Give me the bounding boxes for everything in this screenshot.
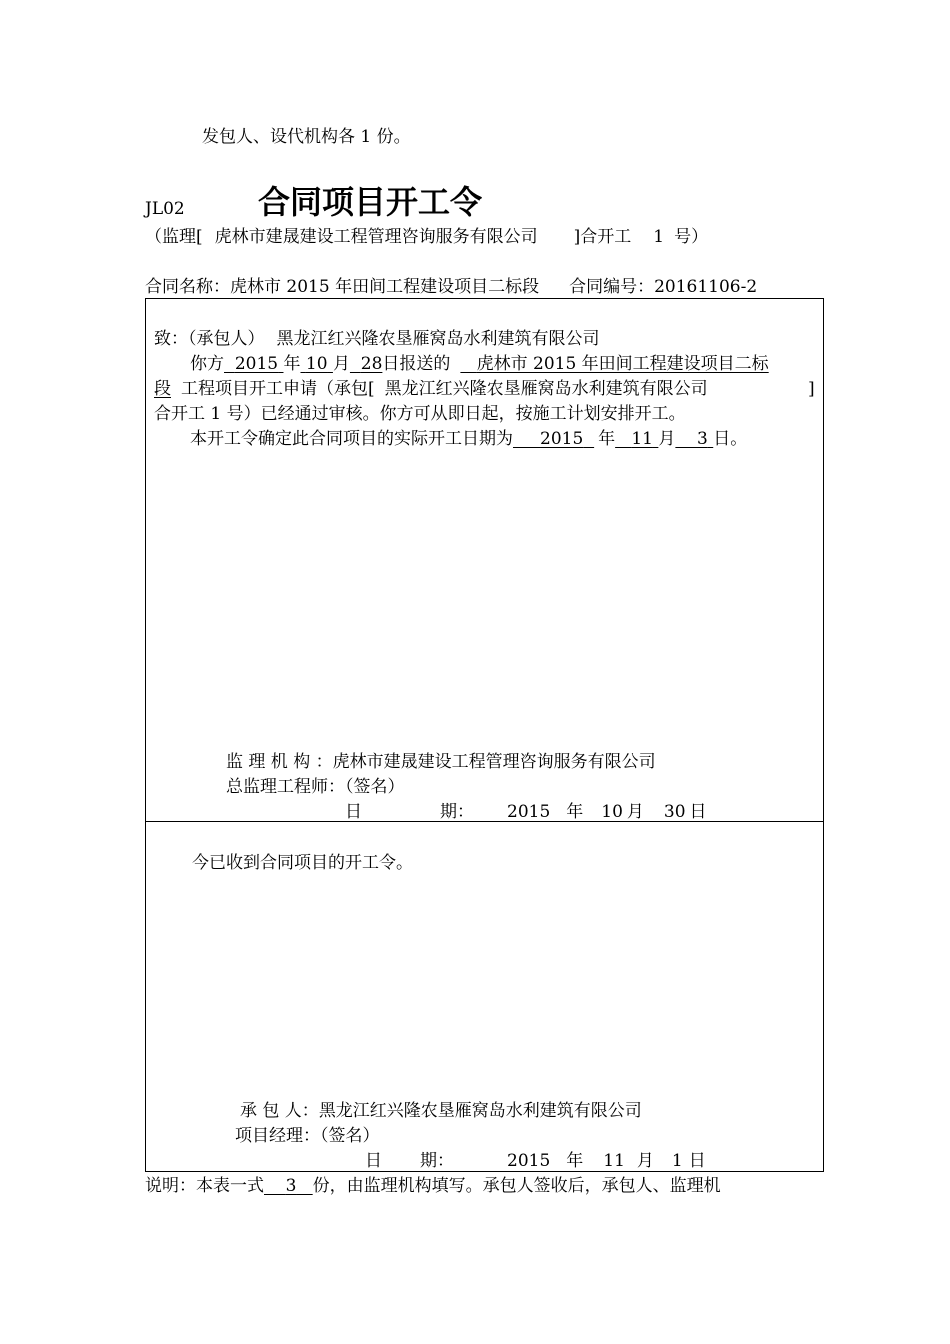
receipt-date-label-a: 日 (365, 1151, 382, 1171)
project-manager-line: 项目经理：（签名） (235, 1126, 380, 1146)
contract-line (145, 276, 757, 298)
contractor-line (240, 1100, 642, 1122)
receipt-date-label-b: 期： (420, 1151, 454, 1171)
p2-year-unit: 年 (598, 429, 616, 449)
p1-month: 10 (305, 354, 328, 374)
p1-after-date: 日报送的 (382, 354, 451, 374)
p2-year-field (513, 429, 594, 449)
p2-day-unit: 日。 (713, 429, 748, 449)
p2-month-field (615, 429, 658, 449)
p1-day: 28 (360, 354, 383, 374)
p1-bracket: ] (808, 379, 815, 399)
ref-number: 1 (653, 227, 665, 247)
chief-engineer-line: 总监理工程师：（签名） (226, 777, 405, 797)
notice-date-month-unit: 月 (626, 802, 644, 822)
form-code: JL02 (145, 199, 185, 219)
p1-month-field (300, 354, 332, 374)
notice-date-day-unit: 日 (689, 802, 707, 822)
ref-company: 虎林市建晟建设工程管理咨询服务有限公司 (214, 227, 538, 247)
notice-paragraph-1-line-2 (154, 378, 708, 400)
p1-year: 2015 (234, 354, 279, 374)
receipt-date-day: 1 (671, 1151, 683, 1171)
p2-prefix: 本开工令确定此合同项目的实际开工日期为 (190, 429, 513, 449)
contractor-label: 承 包 人： (240, 1101, 319, 1121)
contract-name-label: 合同名称： (145, 277, 230, 297)
ref-suffix: ]合开工 (573, 227, 632, 247)
p1-mid: 工程项目开工申请（承包[ (181, 379, 375, 399)
contract-no: 20161106-2 (654, 277, 758, 297)
p1-year-field (224, 354, 283, 374)
document-title: 合同项目开工令 (258, 183, 483, 221)
notice-paragraph-1-line-3: 合开工 1 号）已经通过审核。你方可从即日起，按施工计划安排开工。 (154, 404, 686, 424)
contract-no-label: 合同编号： (569, 277, 655, 297)
p2-day: 3 (697, 429, 708, 449)
ref-prefix: （监理[ (145, 227, 203, 247)
p2-day-field (675, 429, 713, 449)
footer-copies-field (264, 1176, 313, 1196)
p2-month: 11 (631, 429, 653, 449)
contractor-name: 黑龙江红兴隆农垦雁窝岛水利建筑有限公司 (318, 1101, 642, 1121)
p1-project-b: 段 (154, 379, 171, 399)
footer-note (145, 1175, 721, 1197)
footer-suffix: 份，由监理机构填写。承包人签收后，承包人、监理机 (312, 1176, 721, 1196)
p2-year: 2015 (540, 429, 584, 449)
reference-line (145, 226, 708, 248)
receipt-date-month: 11 (603, 1151, 625, 1171)
notice-date-year: 2015 (507, 802, 551, 822)
notice-date-year-unit: 年 (566, 802, 584, 822)
notice-date-day: 30 (663, 802, 686, 822)
footer-prefix: 说明：本表一式 (145, 1176, 264, 1196)
p1-project-field (460, 354, 768, 374)
agency-line (226, 751, 656, 773)
receipt-date-year: 2015 (507, 1151, 551, 1171)
receipt-date-year-unit: 年 (566, 1151, 584, 1171)
p1-company: 黑龙江红兴隆农垦雁窝岛水利建筑有限公司 (384, 379, 708, 399)
p1-project-a: 虎林市 2015 年田间工程建设项目二标 (476, 354, 769, 374)
p1-day-field (350, 354, 382, 374)
p1-month-unit: 月 (332, 354, 350, 374)
notice-date-label-a: 日 (345, 802, 362, 822)
agency-name: 虎林市建晟建设工程管理咨询服务有限公司 (332, 752, 656, 772)
p2-month-unit: 月 (658, 429, 676, 449)
notice-section (145, 298, 824, 822)
receipt-date (507, 1150, 706, 1172)
notice-to (154, 328, 600, 350)
notice-paragraph-2 (190, 428, 747, 450)
agency-label: 监 理 机 构 ： (226, 752, 333, 772)
receipt-date-day-unit: 日 (688, 1151, 706, 1171)
notice-date-label-b: 期： (440, 802, 474, 822)
ref-end: 号） (674, 227, 709, 247)
footer-copies: 3 (285, 1176, 297, 1196)
receipt-date-month-unit: 月 (636, 1151, 654, 1171)
header-note: 发包人、设代机构各 1 份。 (202, 127, 411, 147)
notice-to-label: 致：（承包人） (154, 329, 265, 349)
notice-paragraph-1-line-1 (190, 353, 769, 375)
p1-year-unit: 年 (283, 354, 301, 374)
notice-date-month: 10 (601, 802, 623, 822)
notice-date (507, 801, 707, 823)
notice-to-name: 黑龙江红兴隆农垦雁窝岛水利建筑有限公司 (276, 329, 600, 349)
contract-name: 虎林市 2015 年田间工程建设项目二标段 (230, 277, 540, 297)
receipt-text: 今已收到合同项目的开工令。 (192, 853, 413, 873)
p1-prefix: 你方 (190, 354, 224, 374)
